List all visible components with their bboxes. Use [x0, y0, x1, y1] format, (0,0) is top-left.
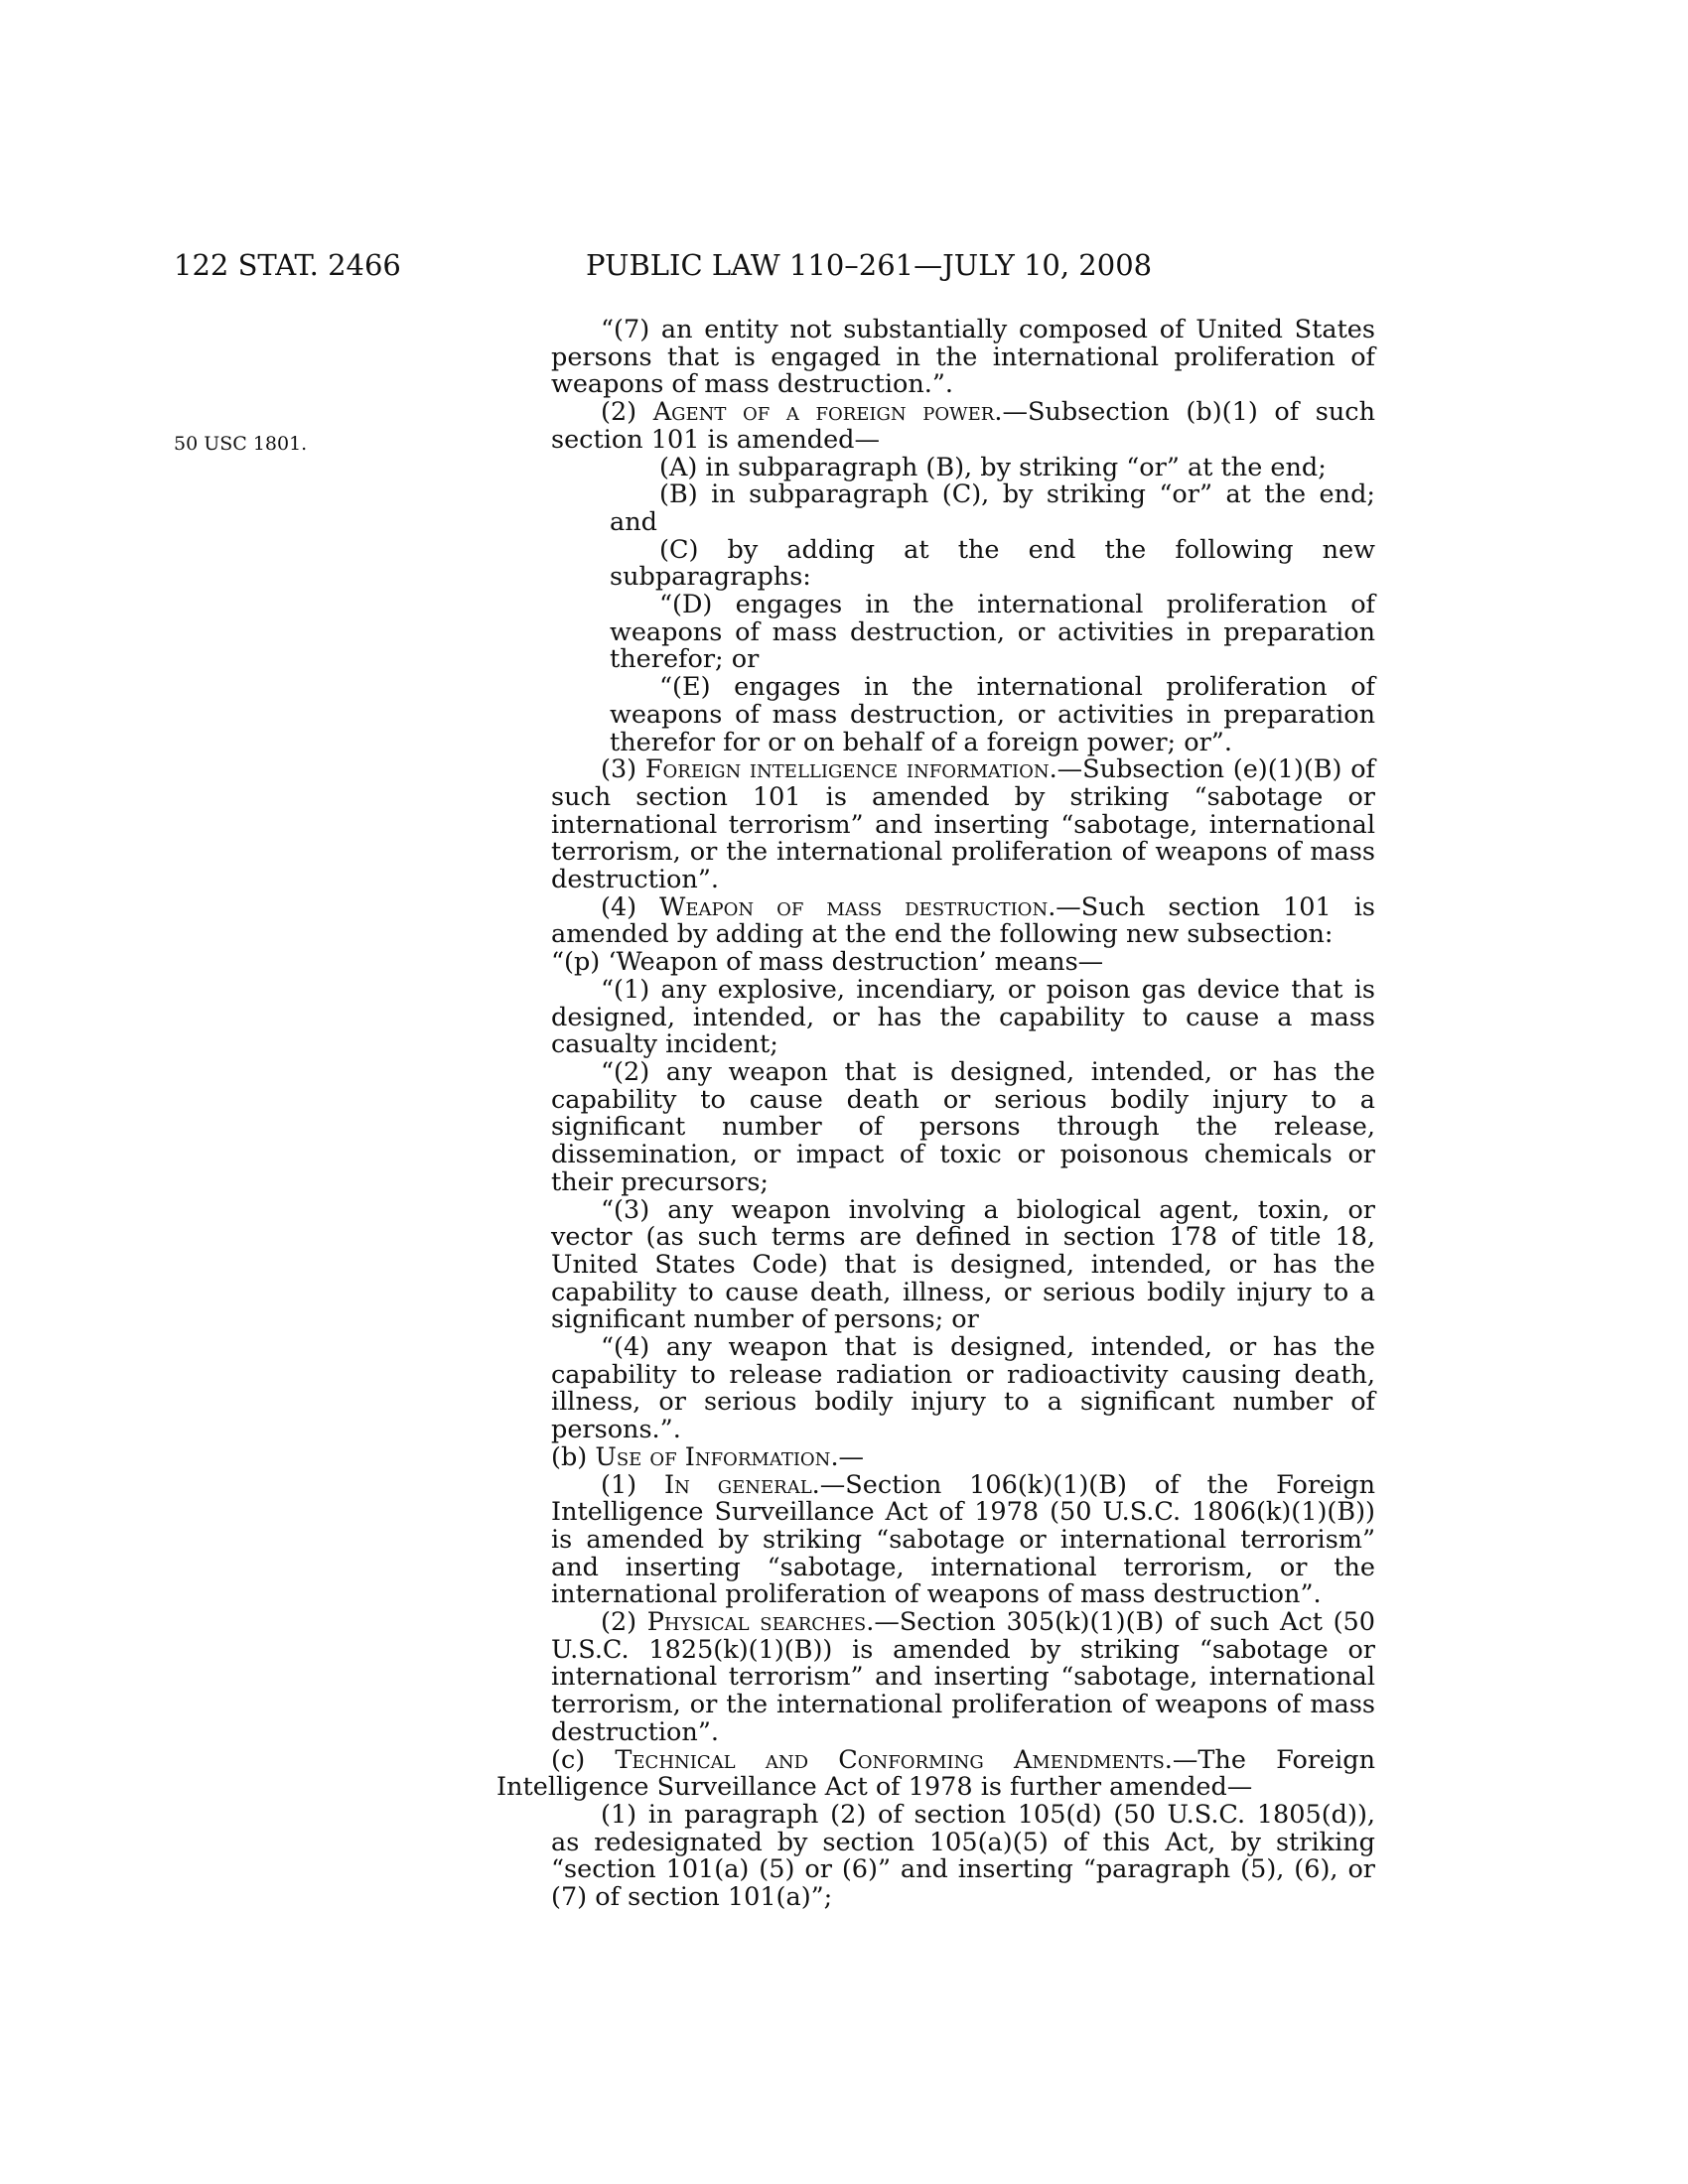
- subsection-technical-and-conforming-amendments: [496, 1744, 1375, 1803]
- paragraph-number: (3): [601, 754, 645, 785]
- statute-text: [496, 315, 1376, 1913]
- paragraph-number: (2): [601, 397, 653, 428]
- paragraph-number: (1): [601, 1469, 665, 1500]
- subsection-text: .—The Foreign Intelligence Surveillance Act of 1978 is further amended—: [496, 1744, 1375, 1803]
- paragraph-heading: In general: [664, 1469, 812, 1500]
- subsection-number: (c): [551, 1744, 616, 1775]
- paragraph-agent-of-foreign-power: [551, 399, 1375, 454]
- paragraph-heading: Agent of a foreign power: [652, 397, 995, 428]
- subsection-use-of-information: [551, 1441, 1375, 1472]
- subsection-heading: Use of Information: [595, 1441, 831, 1472]
- subsection-text: .—: [830, 1441, 865, 1472]
- paragraph-number: (2): [601, 1607, 647, 1638]
- paragraph-amendment-1: (1) in paragraph (2) of section 105(d) (50 U.S.C. 1805(d)), as redesignated by section 105(a)(5) of this Act, by striking “section 101(a) (5) or (6)” and inserting “paragraph (5), (6), or (7) of section 101(a)”;: [551, 1799, 1375, 1913]
- paragraph-physical-searches: [551, 1609, 1375, 1747]
- paragraph-text: .—Subsection (e)(1)(B) of such section 101 is amended by striking “sabotage or international terrorism” and inserting “sabotage, international terrorism, or the international proliferation of weapons of mass destruction”.: [551, 754, 1375, 895]
- page-number: 122 STAT. 2466: [174, 248, 401, 282]
- paragraph-heading: Weapon of mass destruction: [659, 891, 1049, 922]
- subsection-heading: Technical and Conforming Amendments: [615, 1744, 1165, 1775]
- quoted-subparagraph-d: “(D) engages in the international proliferation of weapons of mass destruction, or activities in preparation therefor; or: [610, 590, 1375, 675]
- paragraph-quoted-7: “(7) an entity not substantially composed of United States persons that is engaged in the international proliferation of weapons of mass destruction.”.: [551, 315, 1375, 400]
- quoted-definition-2: “(2) any weapon that is designed, intended, or has the capability to cause death or serious bodily injury to a significant number of persons through the release, dissemination, or impact of toxic or poisonous chemicals or their precursors;: [551, 1056, 1375, 1197]
- quoted-subparagraph-e: “(E) engages in the international proliferation of weapons of mass destruction, or activities in preparation therefor for or on behalf of a foreign power; or”.: [610, 672, 1375, 757]
- paragraph-heading: Foreign intelligence information: [644, 754, 1050, 785]
- paragraph-heading: Physical searches: [646, 1607, 867, 1638]
- subparagraph-b: (B) in subparagraph (C), by striking “or” at the end; and: [610, 479, 1375, 537]
- paragraph-text: .—Section 106(k)(1)(B) of the Foreign Intelligence Surveillance Act of 1978 (50 U.S.C. 1806(k)(1)(B)) is amended by striking “sabotage or international terrorism” and inserting “sabotage, international terrorism, or the international proliferation of weapons of mass destruction”.: [551, 1469, 1376, 1610]
- quoted-subsection-p: “(p) ‘Weapon of mass destruction’ means—: [551, 947, 1104, 978]
- quoted-definition-3: “(3) any weapon involving a biological agent, toxin, or vector (as such terms are defined in section 178 of title 18, United States Code) that is designed, intended, or has the capability to cause death, illness, or serious bodily injury to a significant number of persons; or: [551, 1194, 1375, 1335]
- running-head: PUBLIC LAW 110–261—JULY 10, 2008: [586, 248, 1153, 282]
- paragraph-number: (4): [601, 891, 660, 922]
- subparagraph-a: (A) in subparagraph (B), by striking “or” at the end;: [659, 452, 1327, 482]
- quoted-definition-4: “(4) any weapon that is designed, intended, or has the capability to release radiation or radioactivity causing death, illness, or serious bodily injury to a significant number of persons.”.: [551, 1332, 1375, 1445]
- paragraph-weapon-of-mass-destruction: [551, 891, 1375, 950]
- paragraph-text: .—Subsection (b)(1) of such section 101 is amended—: [551, 397, 1375, 455]
- paragraph-in-general: [551, 1469, 1376, 1610]
- paragraph-foreign-intelligence-information: [551, 756, 1375, 894]
- quoted-definition-1: “(1) any explosive, incendiary, or poison gas device that is designed, intended, or has the capability to cause a mass casualty incident;: [551, 974, 1375, 1060]
- paragraph-text: .—Section 305(k)(1)(B) of such Act (50 U.S.C. 1825(k)(1)(B)) is amended by striking “sabotage or international terrorism” and inserting “sabotage, international terrorism, or the international proliferation of weapons of mass destruction”.: [551, 1607, 1375, 1747]
- subsection-number: (b): [551, 1441, 596, 1472]
- paragraph-text: .—Such section 101 is amended by adding at the end the following new subsection:: [551, 891, 1375, 950]
- subparagraph-c: (C) by adding at the end the following new subparagraphs:: [610, 534, 1375, 593]
- margin-note-citation: 50 USC 1801.: [174, 433, 308, 455]
- page-header: [0, 248, 1688, 288]
